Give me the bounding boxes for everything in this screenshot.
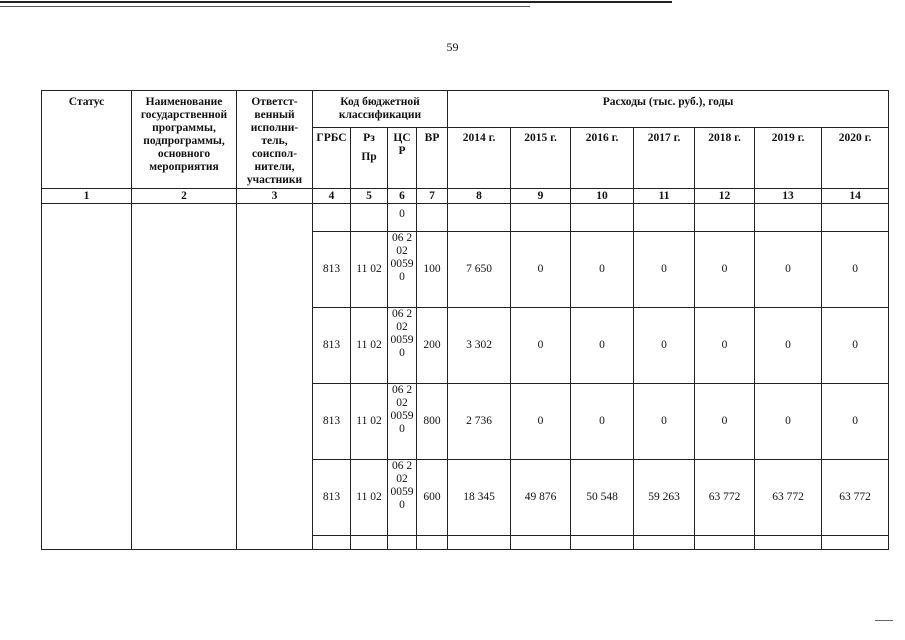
column-number: 8	[448, 189, 511, 204]
budget-table	[41, 90, 889, 550]
value-cell: 50 548	[571, 460, 634, 536]
column-number: 12	[695, 189, 755, 204]
vr-cell: 600	[417, 460, 448, 536]
cs-line: 06 2	[391, 384, 413, 396]
header-year-2015: 2015 г.	[511, 128, 571, 189]
value-cell: 0	[822, 384, 889, 460]
cs-line: 0059	[390, 486, 414, 498]
responsible-cell	[237, 204, 313, 550]
header-rz: Рз	[363, 132, 375, 145]
cs-cell	[388, 232, 417, 308]
column-number: 1	[42, 189, 132, 204]
cs-line: 0	[399, 347, 405, 359]
value-cell: 3 302	[448, 308, 511, 384]
top-rule-secondary	[0, 6, 530, 7]
header-responsible: Ответст-венный исполни-тель, соиспол-нители, участники	[237, 91, 313, 189]
cs-line: 0059	[390, 410, 414, 422]
cs-line: 02	[396, 321, 408, 333]
top-rule	[0, 1, 672, 3]
column-number: 13	[755, 189, 822, 204]
header-grbs: ГРБС	[313, 128, 351, 189]
cs-cell	[388, 308, 417, 384]
header-budget-code: Код бюджетной классификации	[313, 91, 448, 128]
cs-cell: 0	[388, 204, 417, 232]
column-number: 2	[132, 189, 237, 204]
value-cell: 0	[511, 384, 571, 460]
cs-cell	[388, 460, 417, 536]
header-row-1	[42, 91, 889, 128]
cs-line: 0	[399, 423, 405, 435]
cs-line: 0059	[390, 258, 414, 270]
header-expenses: Расходы (тыс. руб.), годы	[448, 91, 889, 128]
corner-mark	[875, 620, 893, 621]
page-number: 59	[446, 40, 459, 54]
column-number: 6	[388, 189, 417, 204]
column-number: 3	[237, 189, 313, 204]
value-cell: 0	[634, 384, 695, 460]
value-cell: 59 263	[634, 460, 695, 536]
cs-line: 0	[399, 499, 405, 511]
cs-line: 02	[396, 473, 408, 485]
header-year-2018: 2018 г.	[695, 128, 755, 189]
column-number: 5	[351, 189, 388, 204]
value-cell: 0	[571, 232, 634, 308]
value-cell: 0	[634, 308, 695, 384]
header-status: Статус	[42, 91, 132, 189]
rzpr-cell: 11 02	[351, 384, 388, 460]
value-cell: 0	[822, 232, 889, 308]
value-cell: 0	[822, 308, 889, 384]
header-year-2019: 2019 г.	[755, 128, 822, 189]
column-number-row	[42, 189, 889, 204]
cs-line: 0	[399, 271, 405, 283]
cs-line: 0059	[390, 334, 414, 346]
cs-line: 02	[396, 397, 408, 409]
value-cell: 7 650	[448, 232, 511, 308]
table-row-partial	[42, 204, 889, 232]
vr-cell: 100	[417, 232, 448, 308]
value-cell: 0	[695, 384, 755, 460]
column-number: 14	[822, 189, 889, 204]
value-cell: 0	[571, 308, 634, 384]
header-vr: ВР	[417, 128, 448, 189]
value-cell: 0	[755, 232, 822, 308]
header-cs: ЦС Р	[388, 128, 417, 189]
header-year-2014: 2014 г.	[448, 128, 511, 189]
value-cell: 0	[634, 232, 695, 308]
vr-cell: 200	[417, 308, 448, 384]
rzpr-cell: 11 02	[351, 308, 388, 384]
cs-line: 06 2	[391, 308, 413, 320]
value-cell: 18 345	[448, 460, 511, 536]
column-number: 7	[417, 189, 448, 204]
header-year-2016: 2016 г.	[571, 128, 634, 189]
value-cell: 0	[571, 384, 634, 460]
cs-line: 06 2	[391, 460, 413, 472]
rzpr-cell: 11 02	[351, 232, 388, 308]
header-rz-pr	[351, 128, 388, 189]
grbs-cell: 813	[313, 232, 351, 308]
status-cell	[42, 204, 132, 550]
header-year-2017: 2017 г.	[634, 128, 695, 189]
rzpr-cell: 11 02	[351, 460, 388, 536]
value-cell: 63 772	[822, 460, 889, 536]
value-cell: 0	[511, 308, 571, 384]
column-number: 11	[634, 189, 695, 204]
value-cell: 49 876	[511, 460, 571, 536]
value-cell: 63 772	[695, 460, 755, 536]
value-cell: 0	[695, 308, 755, 384]
cs-line: 02	[396, 245, 408, 257]
name-cell	[132, 204, 237, 550]
header-year-2020: 2020 г.	[822, 128, 889, 189]
vr-cell: 800	[417, 384, 448, 460]
column-number: 4	[313, 189, 351, 204]
value-cell: 2 736	[448, 384, 511, 460]
cs-cell	[388, 384, 417, 460]
grbs-cell: 813	[313, 308, 351, 384]
value-cell: 0	[755, 308, 822, 384]
value-cell: 0	[695, 232, 755, 308]
value-cell: 0	[511, 232, 571, 308]
value-cell: 0	[755, 384, 822, 460]
value-cell: 63 772	[755, 460, 822, 536]
cs-line: 06 2	[391, 232, 413, 244]
column-number: 9	[511, 189, 571, 204]
grbs-cell: 813	[313, 384, 351, 460]
header-pr: Пр	[361, 151, 377, 164]
column-number: 10	[571, 189, 634, 204]
header-name: Наименование государственной программы, подпрограммы, основного мероприятия	[132, 91, 237, 189]
grbs-cell: 813	[313, 460, 351, 536]
